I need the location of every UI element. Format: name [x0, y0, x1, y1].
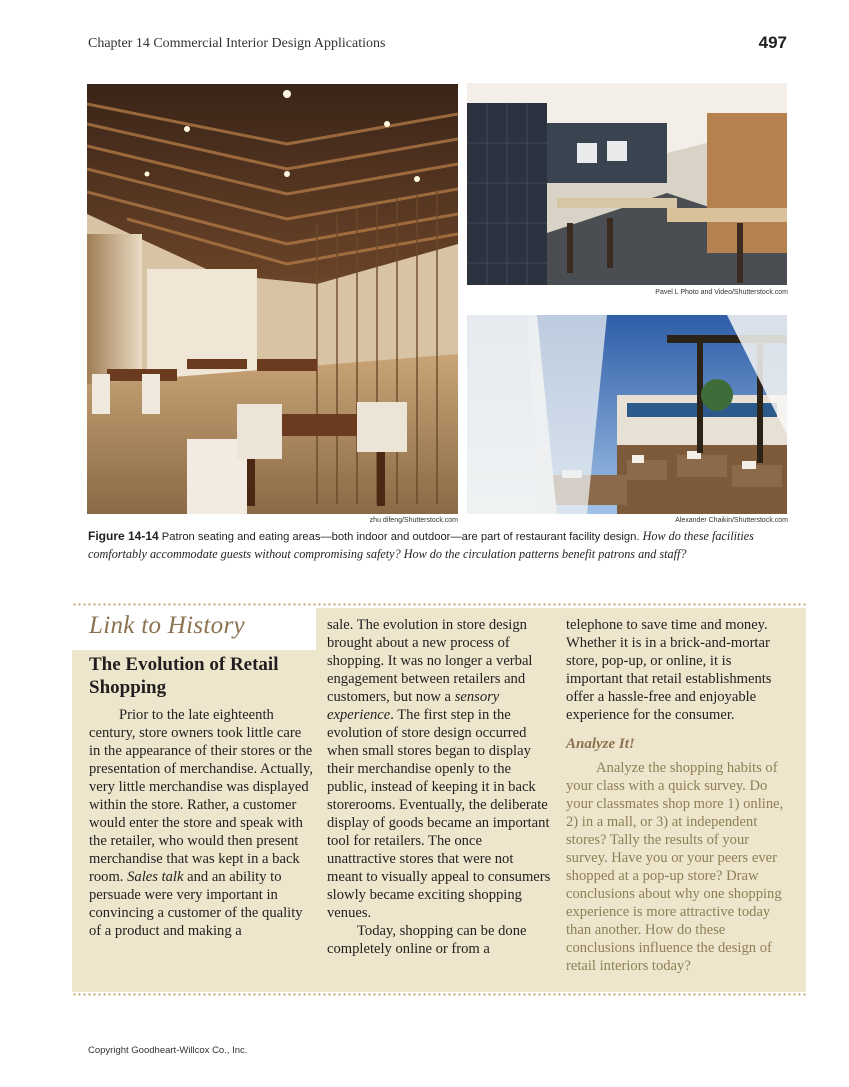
copyright-footer: Copyright Goodheart-Willcox Co., Inc.	[88, 1045, 248, 1056]
figure-label: Figure 14-14	[88, 529, 159, 543]
feature-box-top-border	[72, 603, 806, 606]
col1-text-b: and an ability to persuade were very important in convincing a customer of the quality of a product and making a	[89, 869, 303, 939]
analyze-it-text: Analyze the shopping habits of your class with a quick survey. Do your classmates shop more 1) online, 2) in a mall, or 3) at independent stores? Tally the results of your survey. Have you or your peers ever shopped at a pop-up store? Draw conclusions about why one shopping experience is more attractive today than another. How do these conclusions influence the design of retail interiors today?	[566, 760, 784, 974]
col2-text-b: . The first step in the evolution of store design occurred when small stores began to display their merchandise openly to the public, instead of keeping it in back storerooms. Eventually, the deliberate display of goods became an important tool for retailers. The once unattractive stores that were not meant to visually appeal to consumers slowly became exciting shopping venues.	[327, 707, 551, 921]
col2-paragraph-2: Today, shopping can be done completely online or from a	[327, 923, 527, 957]
col1-italic-term: Sales talk	[127, 869, 184, 885]
feature-column-1	[89, 706, 313, 940]
photo-credit-top-right: Pavel L Photo and Video/Shutterstock.com	[655, 289, 788, 296]
photo-credit-bottom-right: Alexander Chaikin/Shutterstock.com	[675, 517, 788, 524]
col2-italic-term: sensory experience	[327, 689, 500, 723]
page-number: 497	[758, 33, 787, 52]
running-header: Chapter 14 Commercial Interior Design Applications	[88, 36, 386, 51]
col2-text-a: sale. The evolution in store design brought about a new process of shopping. It was no longer a verbal engagement between retailers and customers, but now a	[327, 617, 533, 705]
outdoor-terrace-photo	[467, 315, 787, 514]
col1-text-a: Prior to the late eighteenth century, store owners took little care in the appearance of their stores or the presentation of merchandise. Actually, very little merchandise was displayed within the store. Rather, a customer would enter the store and speak with the retailer, who would then present merchandise that was kept in a back room.	[89, 707, 313, 885]
restaurant-interior-photo	[87, 84, 458, 514]
feature-subtitle: The Evolution of Retail Shopping	[89, 654, 279, 698]
feature-column-2	[327, 616, 551, 958]
photo-credit-main: zhu difeng/Shutterstock.com	[369, 517, 458, 524]
feature-column-3	[566, 616, 791, 975]
feature-title: Link to History	[89, 612, 245, 639]
figure-caption	[88, 528, 788, 563]
feature-box-bottom-border	[72, 993, 806, 996]
figure-caption-questions: How do these facilities comfortably accommodate guests without compromising safety? How do the circulation patterns benefit patrons and staff?	[88, 529, 754, 561]
col3-paragraph-1: telephone to save time and money. Whether it is in a brick-and-mortar store, pop-up, or online, it is important that retail establishments offer a hassle-free and enjoyable experience for the consumer.	[566, 617, 772, 723]
analyze-it-heading: Analyze It!	[566, 736, 635, 752]
restaurant-counter-photo	[467, 83, 787, 285]
figure-caption-text: Patron seating and eating areas—both indoor and outdoor—are part of restaurant facility design.	[158, 531, 643, 543]
